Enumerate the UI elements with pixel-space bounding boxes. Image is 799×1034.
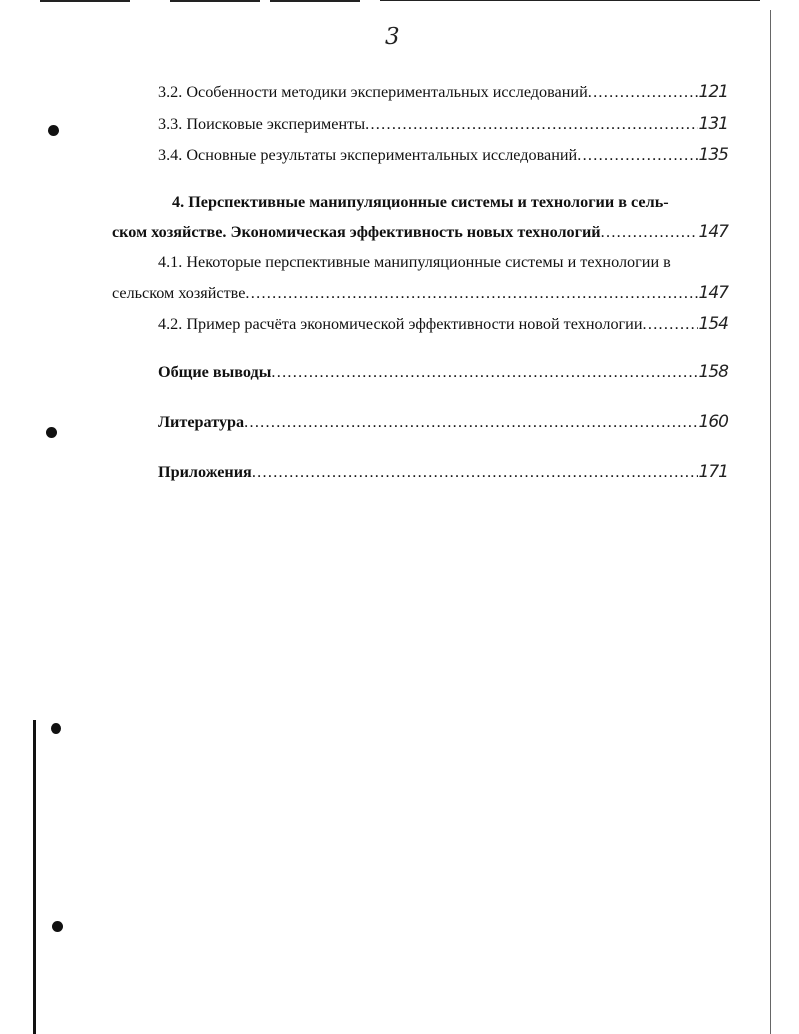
scan-margin-line (33, 720, 36, 1034)
toc-entry-page: 135 (698, 145, 728, 165)
toc-entry (158, 314, 728, 334)
toc-leader-dots (643, 314, 698, 334)
punch-hole-mark (52, 921, 63, 932)
toc-entry (158, 412, 728, 432)
toc-leader-dots (244, 412, 697, 432)
toc-entry-page: 171 (698, 462, 728, 482)
scan-margin-line (770, 10, 771, 1034)
toc-entry-label: 3.4. Основные результаты экспериментальных исследований (158, 146, 578, 164)
toc-entry-page: 154 (698, 314, 728, 334)
toc-entry-label: Общие выводы (158, 363, 272, 381)
scan-edge-mark (380, 0, 760, 1)
toc-entry (158, 362, 728, 382)
toc-entry-page: 121 (698, 82, 728, 102)
toc-entry-page: 160 (698, 412, 728, 432)
toc-entry-label: Литература (158, 413, 245, 431)
toc-entry-label: 4.2. Пример расчёта экономической эффективности новой технологии (158, 315, 643, 333)
page-number: 3 (385, 24, 400, 50)
toc-entry (158, 114, 728, 134)
toc-leader-dots (252, 462, 698, 482)
scan-edge-mark (270, 0, 360, 2)
toc-entry-label-line1: 4.1. Некоторые перспективные манипуляционные системы и технологии в (158, 253, 671, 271)
toc-leader-dots (271, 362, 697, 382)
toc-leader-dots (601, 222, 698, 242)
scan-edge-mark (170, 0, 260, 2)
toc-entry-label: 3.2. Особенности методики экспериментальных исследований (158, 83, 588, 101)
toc-entry (158, 145, 728, 165)
toc-entry-page: 147 (698, 222, 728, 242)
toc-entry-label: Приложения (158, 463, 252, 481)
punch-hole-mark (51, 723, 61, 734)
toc-entry-label-line1: 4. Перспективные манипуляционные системы и технологии в сель- (172, 193, 669, 211)
toc-leader-dots (588, 82, 698, 102)
punch-hole-mark (48, 125, 59, 136)
toc-entry-label: ском хозяйстве. Экономическая эффективность новых технологий (112, 223, 601, 241)
toc-leader-dots (365, 114, 697, 134)
toc-entry-label: сельском хозяйстве (112, 284, 246, 302)
toc-entry-page: 131 (698, 114, 728, 134)
toc-entry (112, 222, 728, 242)
toc-entry (158, 462, 728, 482)
toc-leader-dots (577, 145, 697, 165)
toc-entry (112, 283, 728, 303)
toc-entry-page: 158 (698, 362, 728, 382)
punch-hole-mark (46, 427, 57, 438)
toc-leader-dots (245, 283, 697, 303)
toc-entry (158, 82, 728, 102)
scan-edge-mark (40, 0, 130, 2)
toc-entry-label: 3.3. Поисковые эксперименты (158, 115, 366, 133)
toc-entry-page: 147 (698, 283, 728, 303)
